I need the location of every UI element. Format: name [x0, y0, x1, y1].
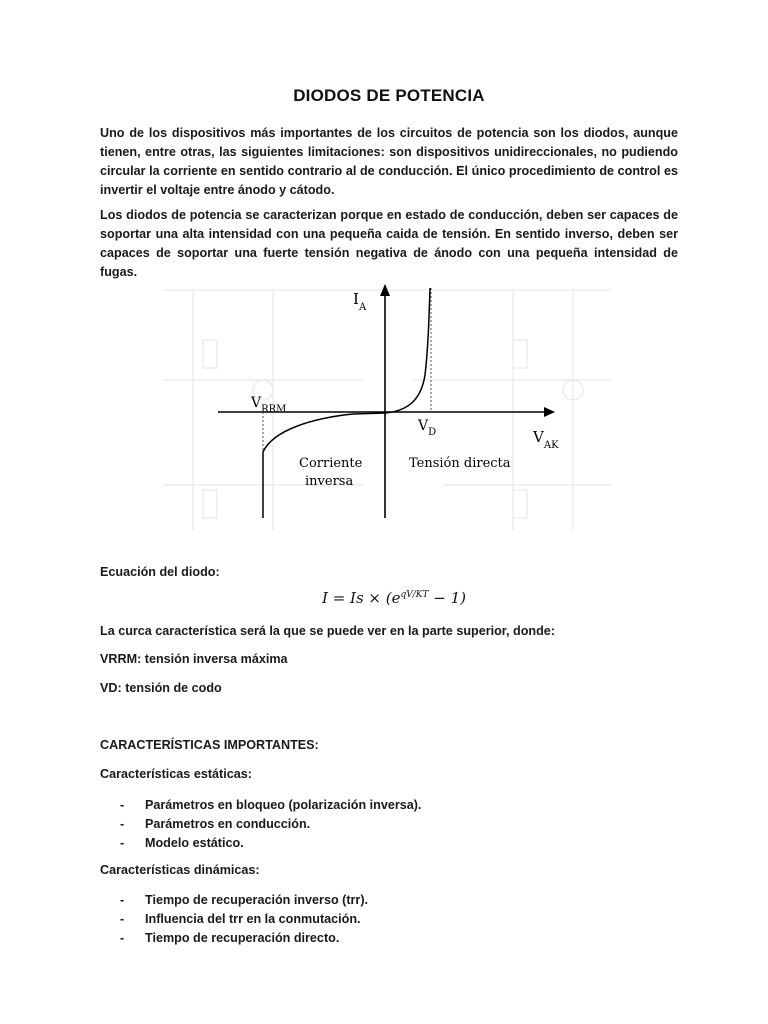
- section-heading: CARACTERÍSTICAS IMPORTANTES:: [100, 738, 319, 752]
- list-item: - Parámetros en conducción.: [120, 817, 311, 831]
- page-title: DIODOS DE POTENCIA: [293, 86, 485, 105]
- list-item: - Tiempo de recuperación directo.: [120, 931, 340, 945]
- definition-vd: VD: tensión de codo: [100, 681, 222, 695]
- vd-label: $V_D$: [418, 418, 437, 438]
- diode-equation: $I = Is \times (e^{qV/KT} - 1)$: [322, 589, 467, 607]
- paragraph-intro: Uno de los dispositivos más importantes de los circuitos de potencia son los diodos, aunque tienen, entre otras, las siguientes limitaciones: son dispositivos unidireccionales, no pudiendo circular la corriente en sentido contrario al de conducción. El único procedimiento de control es invertir el voltaje entre ánodo y cátodo.: [100, 126, 678, 197]
- list-item: - Tiempo de recuperación inverso (trr).: [120, 893, 369, 907]
- dynamic-heading: Características dinámicas:: [100, 863, 260, 877]
- static-list: [100, 796, 421, 853]
- dynamic-list: [100, 891, 368, 948]
- static-heading: Características estáticas:: [100, 767, 252, 781]
- equation-heading: Ecuación del diodo:: [100, 565, 220, 579]
- diode-iv-curve-figure: [163, 280, 611, 540]
- forward-curve: [385, 288, 430, 413]
- list-item: - Influencia del trr en la conmutación.: [120, 912, 361, 926]
- vrrm-label: $V_{RRM}$: [251, 395, 287, 415]
- background-ghost-schematic: [163, 290, 611, 530]
- reverse-label-line1: Corriente: [299, 456, 363, 471]
- y-axis-label: $I_A$: [353, 290, 367, 313]
- forward-label: Tensión directa: [409, 456, 511, 471]
- curve-intro: La curca característica será la que se puede ver en la parte superior, donde:: [100, 624, 555, 638]
- x-axis-label: $V_{AK}$: [533, 428, 559, 451]
- paragraph-power-diodes: Los diodos de potencia se caracterizan porque en estado de conducción, deben ser capaces de soportar una alta intensidad con una pequeña caida de tensión. En sentido inverso, deben ser capaces de soportar una fuerte tensión negativa de ánodo con una pequeña intensidad de fugas.: [100, 208, 678, 279]
- reverse-label-line2: inversa: [305, 474, 354, 489]
- x-axis-arrow: [544, 407, 555, 417]
- definition-vrrm: VRRM: tensión inversa máxima: [100, 652, 288, 666]
- list-item: - Modelo estático.: [120, 836, 244, 850]
- list-item: - Parámetros en bloqueo (polarización inversa).: [120, 798, 422, 812]
